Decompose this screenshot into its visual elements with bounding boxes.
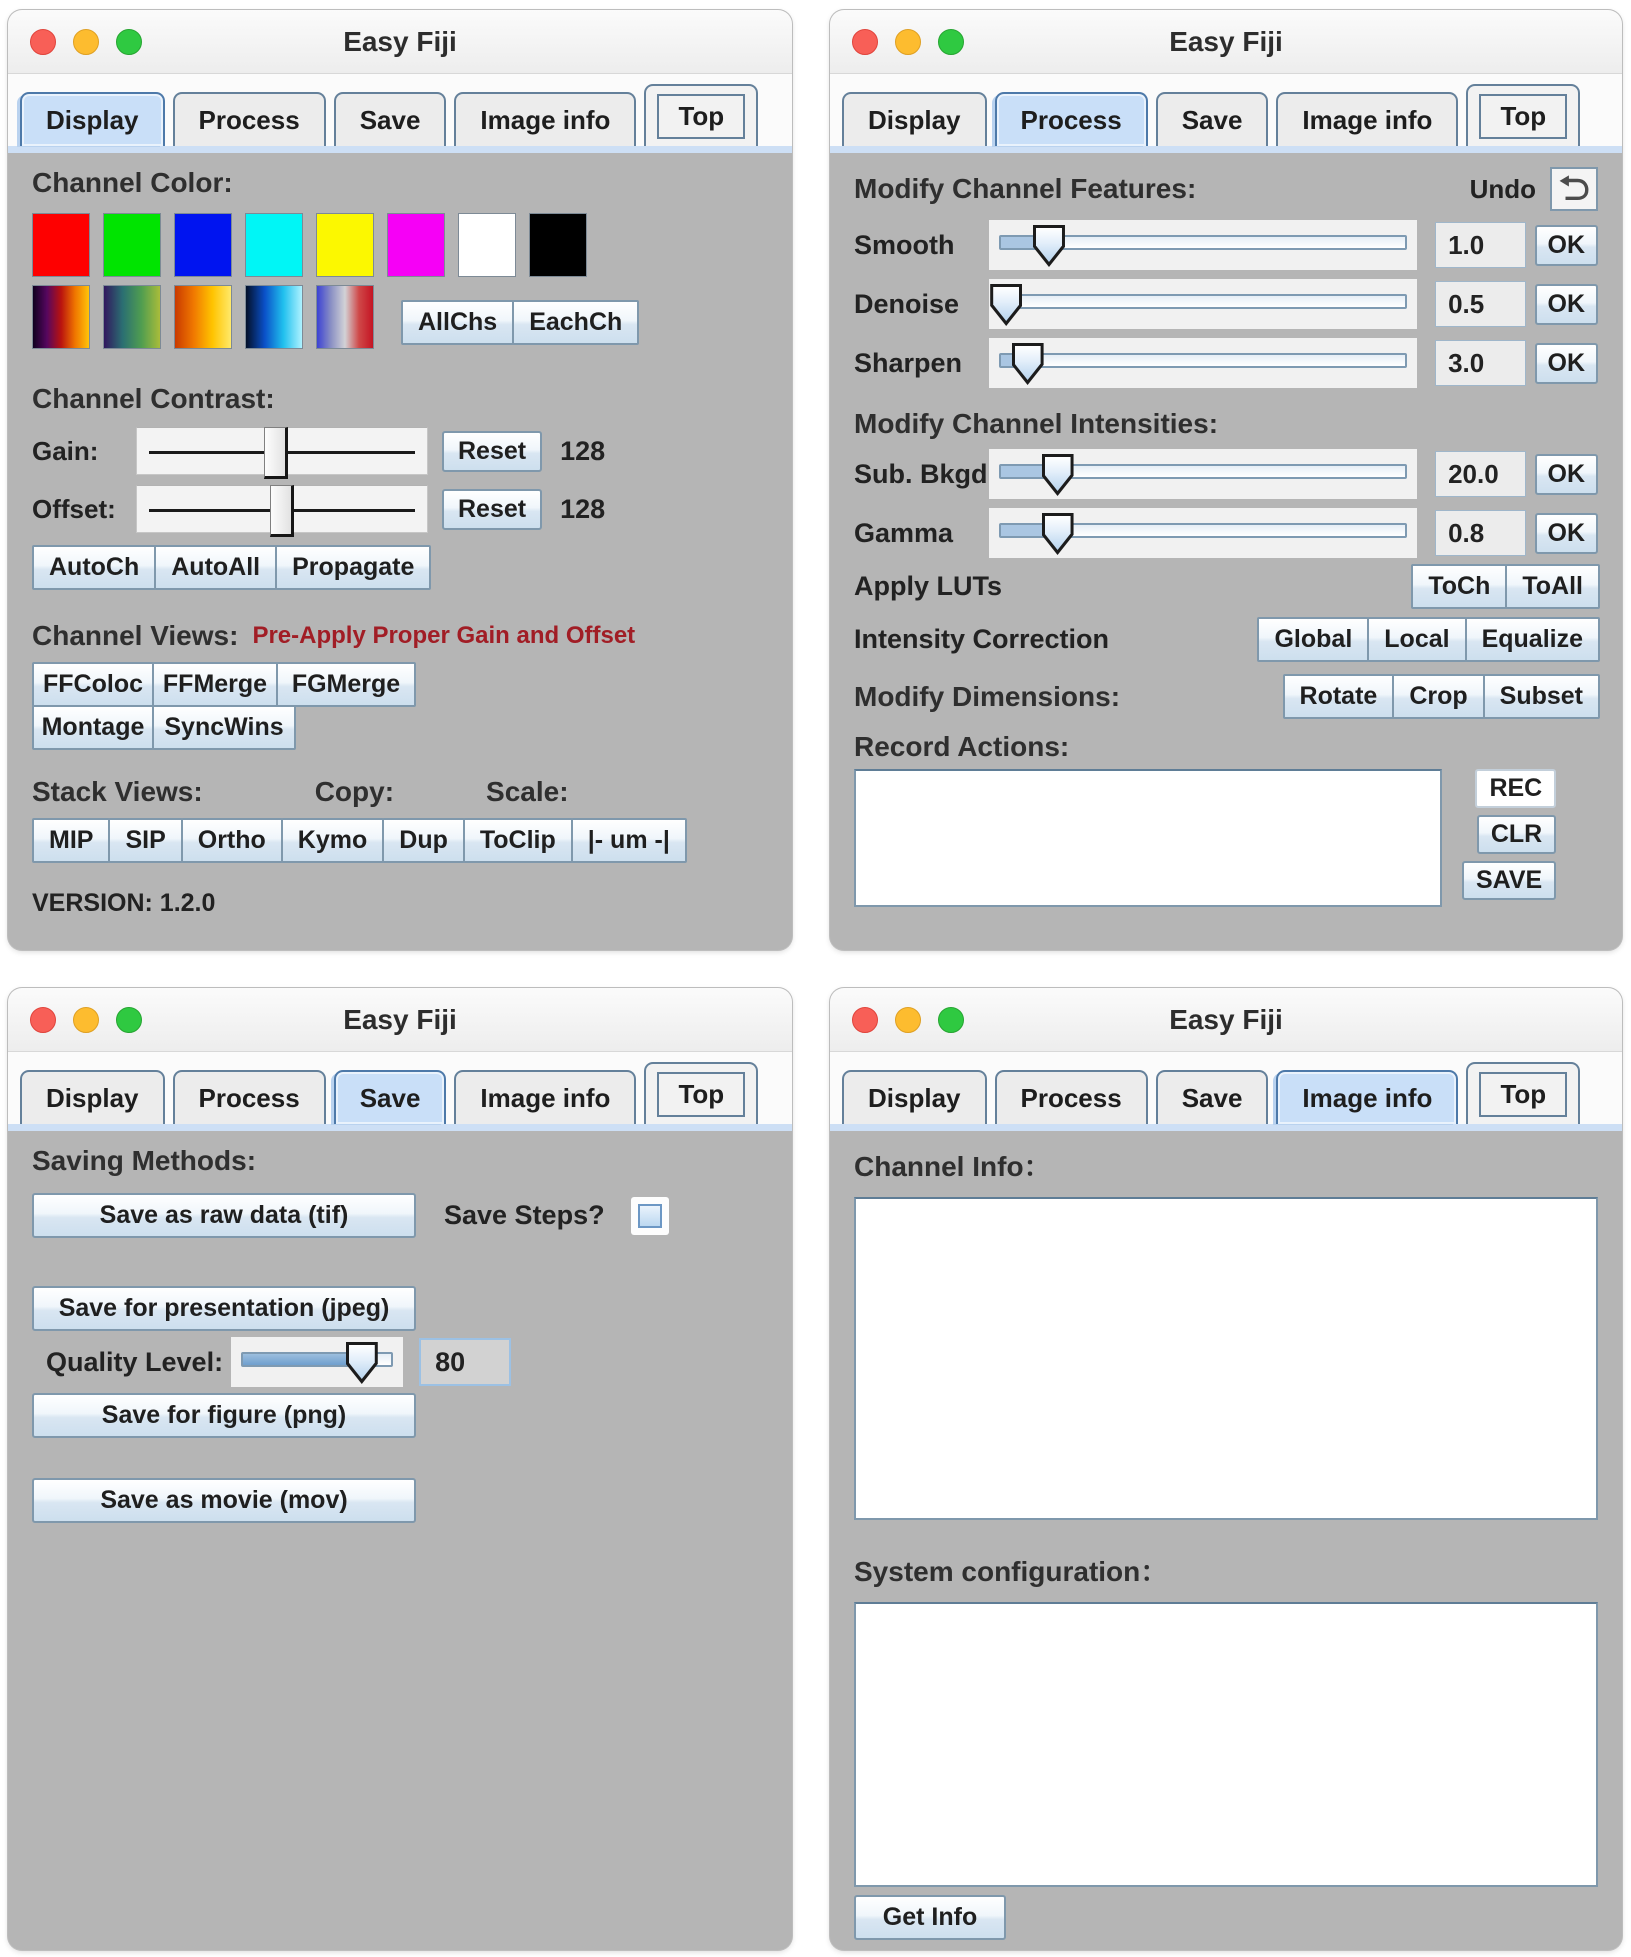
auto-button-group xyxy=(32,545,768,590)
modify-dimensions-row xyxy=(854,674,1598,719)
quality-label: Quality Level: xyxy=(46,1346,224,1377)
equalize-button[interactable]: Equalize xyxy=(1465,617,1600,662)
channel-views-warning: Pre-Apply Proper Gain and Offset xyxy=(252,622,636,649)
window-display xyxy=(8,10,792,950)
window-controls xyxy=(30,29,142,55)
save-steps-checkbox-box xyxy=(638,1204,662,1228)
undo-icon xyxy=(1557,174,1591,204)
window-save xyxy=(8,988,792,1950)
tab-process[interactable]: Process xyxy=(173,1070,326,1124)
ffmerge-button[interactable]: FFMerge xyxy=(152,662,278,707)
gamma-label: Gamma xyxy=(854,517,954,548)
apply-luts-label: Apply LUTs xyxy=(854,571,1002,601)
features-heading: Modify Channel Features: xyxy=(854,173,1197,204)
system-config-textarea[interactable] xyxy=(854,1602,1598,1887)
intensity-correction-row xyxy=(854,617,1598,662)
swatch-black[interactable] xyxy=(529,213,587,277)
titlebar xyxy=(830,10,1622,74)
modify-dimensions-buttons xyxy=(1283,674,1598,719)
window-title: Easy Fiji xyxy=(1169,25,1283,57)
kymo-button[interactable]: Kymo xyxy=(281,818,384,863)
tab-display[interactable]: Display xyxy=(842,1070,987,1124)
smooth-value-field[interactable]: 1.0 xyxy=(1435,222,1525,268)
offset-value: 128 xyxy=(560,493,606,524)
undo-label: Undo xyxy=(1469,173,1536,204)
gamma-ok-button[interactable]: OK xyxy=(1535,513,1599,554)
denoise-label: Denoise xyxy=(854,288,960,319)
gamma-row xyxy=(854,508,1598,558)
allchs-button[interactable]: AllChs xyxy=(401,300,514,345)
sub-bkgd-label: Sub. Bkgd xyxy=(854,458,988,489)
close-button[interactable] xyxy=(852,1007,878,1033)
tab-display[interactable]: Display xyxy=(842,92,987,146)
swatch-white[interactable] xyxy=(458,213,516,277)
png-save-row xyxy=(32,1393,768,1438)
tab-save[interactable]: Save xyxy=(1156,1070,1269,1124)
offset-label: Offset: xyxy=(32,493,116,524)
save-movie-button[interactable]: Save as movie (mov) xyxy=(32,1478,416,1523)
intensity-correction-buttons xyxy=(1257,617,1598,662)
intensity-correction-label: Intensity Correction xyxy=(854,624,1110,654)
denoise-slider[interactable] xyxy=(989,279,1417,329)
gain-label: Gain: xyxy=(32,435,99,466)
ffcoloc-button[interactable]: FFColoc xyxy=(32,662,154,707)
tab-process[interactable]: Process xyxy=(173,92,326,146)
lut-orange-hot[interactable] xyxy=(174,285,232,349)
stack-button-group xyxy=(32,818,768,863)
stack-views-heading: Stack Views: xyxy=(32,776,203,807)
record-actions-area xyxy=(854,769,1598,907)
copy-heading: Copy: xyxy=(314,776,395,807)
subset-button[interactable]: Subset xyxy=(1483,674,1600,719)
sharpen-label: Sharpen xyxy=(854,347,963,378)
channel-color-heading: Channel Color: xyxy=(32,167,233,198)
tab-image-info[interactable]: Image info xyxy=(1276,92,1458,146)
propagate-button[interactable]: Propagate xyxy=(275,545,431,590)
record-buttons-column xyxy=(1462,769,1556,900)
tab-process[interactable]: Process xyxy=(995,92,1148,146)
channel-views-row xyxy=(32,620,768,652)
save-steps-checkbox[interactable] xyxy=(631,1197,669,1235)
sharpen-slider-track xyxy=(999,353,1407,368)
toch-button[interactable]: ToCh xyxy=(1411,564,1507,609)
tab-save[interactable]: Save xyxy=(334,1070,447,1124)
tab-top[interactable] xyxy=(1466,1062,1580,1124)
tab-bar xyxy=(8,74,792,153)
quality-slider-thumb[interactable] xyxy=(346,1342,378,1384)
toclip-button[interactable]: ToClip xyxy=(463,818,573,863)
smooth-row xyxy=(854,220,1598,270)
offset-reset-button[interactable]: Reset xyxy=(442,489,542,530)
zoom-button[interactable] xyxy=(116,29,142,55)
minimize-button[interactable] xyxy=(895,1007,921,1033)
top-button[interactable]: Top xyxy=(1479,1072,1567,1117)
top-button[interactable]: Top xyxy=(657,1072,745,1117)
titlebar xyxy=(8,10,792,74)
smooth-slider[interactable] xyxy=(989,220,1417,270)
views-button-row-2 xyxy=(32,705,768,750)
sip-button[interactable]: SIP xyxy=(108,818,182,863)
tab-save[interactable]: Save xyxy=(334,92,447,146)
zoom-button[interactable] xyxy=(938,29,964,55)
offset-row xyxy=(32,485,768,533)
tab-image-info[interactable]: Image info xyxy=(1276,1070,1458,1124)
system-config-heading: System configuration： xyxy=(854,1555,1169,1587)
minimize-button[interactable] xyxy=(73,29,99,55)
sub-bkgd-slider[interactable] xyxy=(989,449,1417,499)
sub-bkgd-ok-button[interactable]: OK xyxy=(1535,454,1599,495)
color-swatch-row xyxy=(32,213,768,277)
tab-display[interactable]: Display xyxy=(20,92,165,146)
tab-bar xyxy=(8,1052,792,1131)
dup-button[interactable]: Dup xyxy=(382,818,465,863)
swatch-blue[interactable] xyxy=(174,213,232,277)
lut-swatch-row xyxy=(32,285,768,349)
window-image-info xyxy=(830,988,1622,1950)
apply-luts-row xyxy=(854,564,1598,609)
mip-button[interactable]: MIP xyxy=(32,818,110,863)
sharpen-slider[interactable] xyxy=(989,338,1417,388)
gain-reset-button[interactable]: Reset xyxy=(442,431,542,472)
swatch-magenta[interactable] xyxy=(387,213,445,277)
get-info-button[interactable]: Get Info xyxy=(854,1895,1006,1940)
top-button[interactable]: Top xyxy=(657,94,745,139)
swatch-green[interactable] xyxy=(103,213,161,277)
ortho-button[interactable]: Ortho xyxy=(181,818,283,863)
get-info-row xyxy=(854,1895,1598,1940)
tab-image-info[interactable]: Image info xyxy=(454,92,636,146)
swatch-yellow[interactable] xyxy=(316,213,374,277)
sharpen-row xyxy=(854,338,1598,388)
version-label: VERSION: 1.2.0 xyxy=(32,889,216,917)
clr-button[interactable]: CLR xyxy=(1477,815,1556,854)
gain-slider-thumb[interactable] xyxy=(264,427,288,479)
window-controls xyxy=(852,29,964,55)
offset-slider[interactable] xyxy=(136,485,428,533)
toall-button[interactable]: ToAll xyxy=(1505,564,1600,609)
window-controls xyxy=(852,1007,964,1033)
sharpen-ok-button[interactable]: OK xyxy=(1535,343,1599,384)
lut-blue-gray-red[interactable] xyxy=(316,285,374,349)
save-steps-label: Save Steps? xyxy=(444,1200,605,1230)
channel-info-heading: Channel Info： xyxy=(854,1151,1052,1182)
swatch-red[interactable] xyxy=(32,213,90,277)
views-button-row-1 xyxy=(32,662,768,707)
close-button[interactable] xyxy=(30,1007,56,1033)
tab-top[interactable] xyxy=(644,1062,758,1124)
channel-info-textarea[interactable] xyxy=(854,1197,1598,1520)
window-title: Easy Fiji xyxy=(1169,1003,1283,1035)
scale-heading: Scale: xyxy=(486,776,569,807)
denoise-slider-track xyxy=(999,294,1407,309)
lut-fire[interactable] xyxy=(32,285,90,349)
channel-views-heading: Channel Views: xyxy=(32,620,239,651)
titlebar xyxy=(8,988,792,1052)
syncwins-button[interactable]: SyncWins xyxy=(152,705,296,750)
channel-contrast-heading: Channel Contrast: xyxy=(32,383,275,414)
undo-button[interactable] xyxy=(1550,167,1598,211)
jpeg-save-row xyxy=(32,1286,768,1331)
apply-luts-buttons xyxy=(1411,564,1598,609)
window-controls xyxy=(30,1007,142,1033)
quality-slider[interactable] xyxy=(231,1337,403,1387)
rec-button[interactable]: REC xyxy=(1475,769,1556,808)
minimize-button[interactable] xyxy=(73,1007,99,1033)
save-jpeg-button[interactable]: Save for presentation (jpeg) xyxy=(32,1286,416,1331)
modify-dimensions-heading: Modify Dimensions: xyxy=(854,680,1121,712)
fgmerge-button[interactable]: FGMerge xyxy=(276,662,416,707)
tab-bar xyxy=(830,74,1622,153)
lut-cyan-hot[interactable] xyxy=(245,285,303,349)
lut-spectrum-green[interactable] xyxy=(103,285,161,349)
saving-methods-heading: Saving Methods: xyxy=(32,1145,257,1176)
window-process xyxy=(830,10,1622,950)
denoise-value-field[interactable]: 0.5 xyxy=(1435,281,1525,327)
local-button[interactable]: Local xyxy=(1367,617,1466,662)
quality-row xyxy=(32,1337,768,1387)
crop-button[interactable]: Crop xyxy=(1392,674,1484,719)
zoom-button[interactable] xyxy=(938,1007,964,1033)
sharpen-slider-thumb[interactable] xyxy=(1012,343,1044,385)
movie-save-row xyxy=(32,1478,768,1523)
sharpen-value-field[interactable]: 3.0 xyxy=(1435,340,1525,386)
offset-slider-thumb[interactable] xyxy=(270,485,294,537)
gamma-value-field[interactable]: 0.8 xyxy=(1435,510,1525,556)
gamma-slider[interactable] xyxy=(989,508,1417,558)
minimize-button[interactable] xyxy=(895,29,921,55)
swatch-cyan[interactable] xyxy=(245,213,303,277)
save-raw-button[interactable]: Save as raw data (tif) xyxy=(32,1193,416,1238)
smooth-slider-thumb[interactable] xyxy=(1033,225,1065,267)
gain-row xyxy=(32,427,768,475)
image-info-panel xyxy=(830,1131,1622,1950)
autoch-button[interactable]: AutoCh xyxy=(32,545,156,590)
autoall-button[interactable]: AutoAll xyxy=(154,545,277,590)
sub-bkgd-row xyxy=(854,449,1598,499)
close-button[interactable] xyxy=(30,29,56,55)
sub-bkgd-slider-thumb[interactable] xyxy=(1042,454,1074,496)
tab-display[interactable]: Display xyxy=(20,1070,165,1124)
eachch-button[interactable]: EachCh xyxy=(512,300,639,345)
montage-button[interactable]: Montage xyxy=(32,705,154,750)
display-panel xyxy=(8,153,792,950)
global-button[interactable]: Global xyxy=(1257,617,1369,662)
top-button[interactable]: Top xyxy=(1479,94,1567,139)
tab-top[interactable] xyxy=(644,84,758,146)
features-heading-row xyxy=(854,167,1598,211)
rotate-button[interactable]: Rotate xyxy=(1283,674,1395,719)
denoise-slider-thumb[interactable] xyxy=(990,284,1022,326)
gain-slider[interactable] xyxy=(136,427,428,475)
tab-bar xyxy=(830,1052,1622,1131)
quality-value: 80 xyxy=(419,1338,511,1386)
record-actions-textarea[interactable] xyxy=(854,769,1442,907)
record-actions-heading: Record Actions: xyxy=(854,731,1070,762)
gain-value: 128 xyxy=(560,435,606,466)
window-title: Easy Fiji xyxy=(343,1003,457,1035)
zoom-button[interactable] xyxy=(116,1007,142,1033)
intensities-heading: Modify Channel Intensities: xyxy=(854,408,1219,439)
window-title: Easy Fiji xyxy=(343,25,457,57)
close-button[interactable] xyxy=(852,29,878,55)
sub-bkgd-value-field[interactable]: 20.0 xyxy=(1435,451,1525,497)
tab-process[interactable]: Process xyxy=(995,1070,1148,1124)
smooth-ok-button[interactable]: OK xyxy=(1535,225,1599,266)
tab-save[interactable]: Save xyxy=(1156,92,1269,146)
denoise-ok-button[interactable]: OK xyxy=(1535,284,1599,325)
save-png-button[interactable]: Save for figure (png) xyxy=(32,1393,416,1438)
denoise-row xyxy=(854,279,1598,329)
scale-um-button[interactable]: |- um -| xyxy=(571,818,687,863)
save-rec-button[interactable]: SAVE xyxy=(1462,861,1556,900)
stack-views-heading-row xyxy=(32,776,768,808)
process-panel xyxy=(830,153,1622,950)
save-panel xyxy=(8,1131,792,1950)
smooth-label: Smooth xyxy=(854,229,955,260)
raw-save-row xyxy=(32,1193,768,1238)
tab-top[interactable] xyxy=(1466,84,1580,146)
titlebar xyxy=(830,988,1622,1052)
gamma-slider-thumb[interactable] xyxy=(1042,513,1074,555)
tab-image-info[interactable]: Image info xyxy=(454,1070,636,1124)
